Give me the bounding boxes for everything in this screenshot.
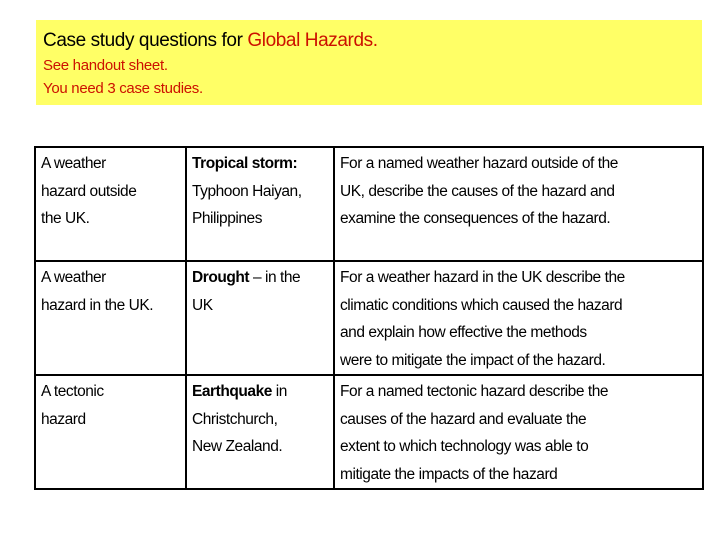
example-detail: – in the xyxy=(249,269,301,286)
case-studies-note: You need 3 case studies. xyxy=(43,80,203,97)
question-cell xyxy=(334,261,703,375)
cell-line: UK xyxy=(192,296,213,314)
cell-line: For a named weather hazard outside of the xyxy=(340,155,618,172)
cell-line: hazard outside xyxy=(41,182,137,200)
example-name: Drought xyxy=(192,269,250,286)
cell-line: A weather xyxy=(41,269,106,286)
handout-note: See handout sheet. xyxy=(43,57,168,74)
hazard-type-cell xyxy=(35,147,186,261)
table-row xyxy=(35,375,703,489)
title-prefix: Case study questions for xyxy=(43,30,248,51)
cell-line: A tectonic xyxy=(41,383,104,400)
question-cell xyxy=(334,147,703,261)
example-cell xyxy=(186,261,334,375)
cell-line: Philippines xyxy=(192,210,263,227)
example-name: Earthquake xyxy=(192,383,272,400)
cell-line: Typhoon Haiyan, xyxy=(192,182,302,200)
hazard-type-cell xyxy=(35,261,186,375)
cell-line: were to mitigate the impact of the hazard. xyxy=(340,351,606,369)
hazard-type-cell xyxy=(35,375,186,489)
example-detail: in xyxy=(271,383,287,400)
table-row xyxy=(35,147,703,261)
cell-line: climatic conditions which caused the hazard xyxy=(340,296,623,314)
question-cell xyxy=(334,375,703,489)
table-row xyxy=(35,261,703,375)
page-title xyxy=(43,28,702,54)
example-cell xyxy=(186,147,334,261)
cell-line xyxy=(192,264,329,292)
cell-line: New Zealand. xyxy=(192,438,283,455)
cell-line: extent to which technology was able to xyxy=(340,438,589,455)
cell-line: UK, describe the causes of the hazard and xyxy=(340,182,615,200)
cell-line: mitigate the impacts of the hazard xyxy=(340,465,558,483)
cell-line: causes of the hazard and evaluate the xyxy=(340,410,587,428)
case-study-table xyxy=(34,146,704,490)
cell-line: A weather xyxy=(41,155,106,172)
title-banner xyxy=(36,20,702,105)
cell-line: and explain how effective the methods xyxy=(340,324,587,341)
title-highlight: Global Hazards. xyxy=(247,30,378,51)
cell-line: For a weather hazard in the UK describe the xyxy=(340,269,625,286)
cell-line: examine the consequences of the hazard. xyxy=(340,210,611,227)
cell-line xyxy=(192,150,329,178)
cell-line: For a named tectonic hazard describe the xyxy=(340,383,609,400)
cell-line: hazard xyxy=(41,410,86,428)
cell-line xyxy=(192,378,329,406)
cell-line: the UK. xyxy=(41,210,90,227)
cell-line: Christchurch, xyxy=(192,410,278,428)
example-name: Tropical storm: xyxy=(192,155,298,172)
example-cell xyxy=(186,375,334,489)
cell-line: hazard in the UK. xyxy=(41,296,154,314)
